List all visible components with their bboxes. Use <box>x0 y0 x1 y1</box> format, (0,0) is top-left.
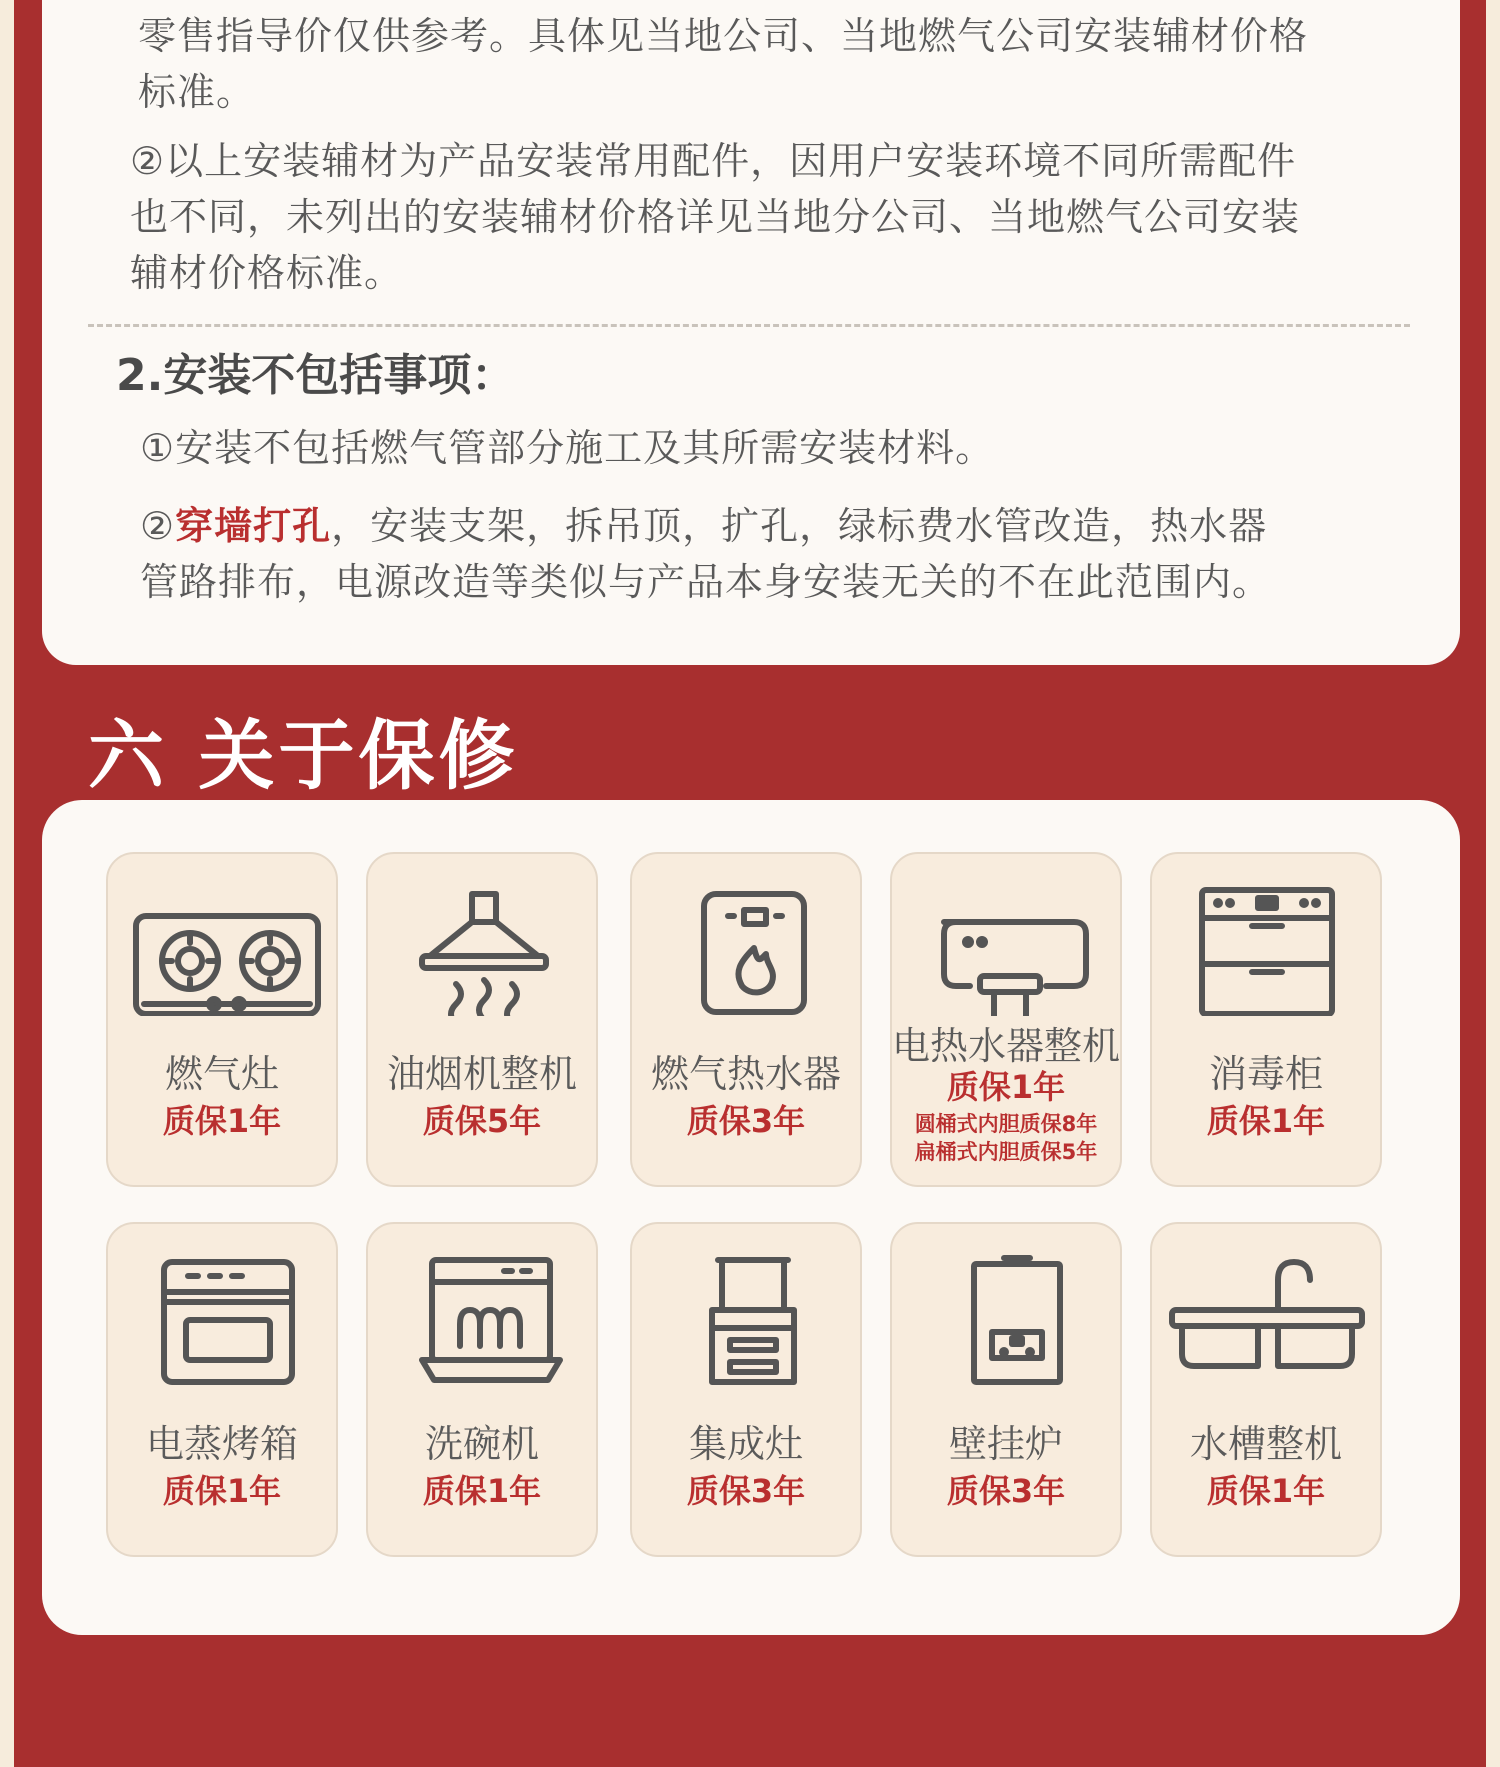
gas-stove-icon <box>124 866 324 1016</box>
gas-water-heater-icon <box>648 866 848 1016</box>
product-tile-gas-stove <box>106 852 338 1187</box>
dashed-divider <box>88 324 1410 327</box>
product-warranty-note: 扁桶式内胆质保5年 <box>914 1140 1098 1164</box>
note2-line3: 辅材价格标准。 <box>130 251 404 295</box>
product-warranty: 质保1年 <box>422 1472 542 1510</box>
product-name: 燃气热水器 <box>650 1052 841 1096</box>
product-warranty: 质保1年 <box>1206 1472 1326 1510</box>
product-warranty: 质保3年 <box>686 1472 806 1510</box>
integrated-stove-icon <box>648 1236 848 1386</box>
note1-line: 零售指导价仅供参考。具体见当地公司、当地燃气公司安装辅材价格 <box>138 14 1309 58</box>
product-tile-electric-water-heater <box>890 852 1122 1187</box>
page-edge-left <box>0 0 14 1767</box>
product-name: 壁挂炉 <box>948 1422 1063 1466</box>
sink-icon <box>1168 1236 1368 1386</box>
excluded-item-2-line1 <box>140 498 1267 554</box>
range-hood-icon <box>384 866 584 1016</box>
product-tile-dishwasher <box>366 1222 598 1557</box>
note1-line-end: 标准。 <box>138 70 256 114</box>
product-tile-wall-boiler <box>890 1222 1122 1557</box>
warranty-section-title: 六 关于保修 <box>88 711 519 800</box>
wall-boiler-icon <box>908 1236 1108 1386</box>
product-name: 水槽整机 <box>1189 1422 1342 1466</box>
excluded-items-heading: 2.安装不包括事项： <box>116 350 516 401</box>
product-tile-integrated-stove <box>630 1222 862 1557</box>
page-edge-right <box>1486 0 1500 1767</box>
product-tile-gas-water-heater <box>630 852 862 1187</box>
disinfection-cabinet-icon <box>1168 866 1368 1016</box>
product-name: 消毒柜 <box>1208 1052 1323 1096</box>
electric-water-heater-icon <box>908 866 1108 1016</box>
product-warranty: 质保3年 <box>686 1102 806 1140</box>
product-name: 燃气灶 <box>164 1052 279 1096</box>
product-warranty: 质保3年 <box>946 1472 1066 1510</box>
excluded-item-2-line2: 管路排布，电源改造等类似与产品本身安装无关的不在此范围内。 <box>140 560 1272 604</box>
dishwasher-icon <box>384 1236 584 1386</box>
product-name: 洗碗机 <box>424 1422 539 1466</box>
note2-line2: 也不同，未列出的安装辅材价格详见当地分公司、当地燃气公司安装 <box>130 195 1301 239</box>
product-warranty: 质保1年 <box>946 1068 1066 1106</box>
note2-line1: ②以上安装辅材为产品安装常用配件，因用户安装环境不同所需配件 <box>130 139 1297 183</box>
product-warranty: 质保1年 <box>162 1472 282 1510</box>
product-name: 电蒸烤箱 <box>145 1422 298 1466</box>
product-warranty: 质保5年 <box>422 1102 542 1140</box>
excluded-item-2-rest: ，安装支架，拆吊顶，扩孔，绿标费水管改造，热水器 <box>331 504 1268 548</box>
steam-oven-icon <box>124 1236 324 1386</box>
product-warranty-note: 圆桶式内胆质保8年 <box>914 1112 1098 1136</box>
excluded-item-1: ①安装不包括燃气管部分施工及其所需安装材料。 <box>140 426 995 470</box>
product-name: 电热水器整机 <box>892 1024 1121 1068</box>
product-tile-steam-oven <box>106 1222 338 1557</box>
excluded-item-2-prefix: ② <box>140 504 176 548</box>
product-tile-sink <box>1150 1222 1382 1557</box>
excluded-item-2-highlight: 穿墙打孔 <box>175 504 332 548</box>
product-tile-disinfection-cabinet <box>1150 852 1382 1187</box>
product-name: 油烟机整机 <box>386 1052 577 1096</box>
product-warranty: 质保1年 <box>1206 1102 1326 1140</box>
product-name: 集成灶 <box>688 1422 803 1466</box>
product-tile-range-hood <box>366 852 598 1187</box>
product-warranty: 质保1年 <box>162 1102 282 1140</box>
